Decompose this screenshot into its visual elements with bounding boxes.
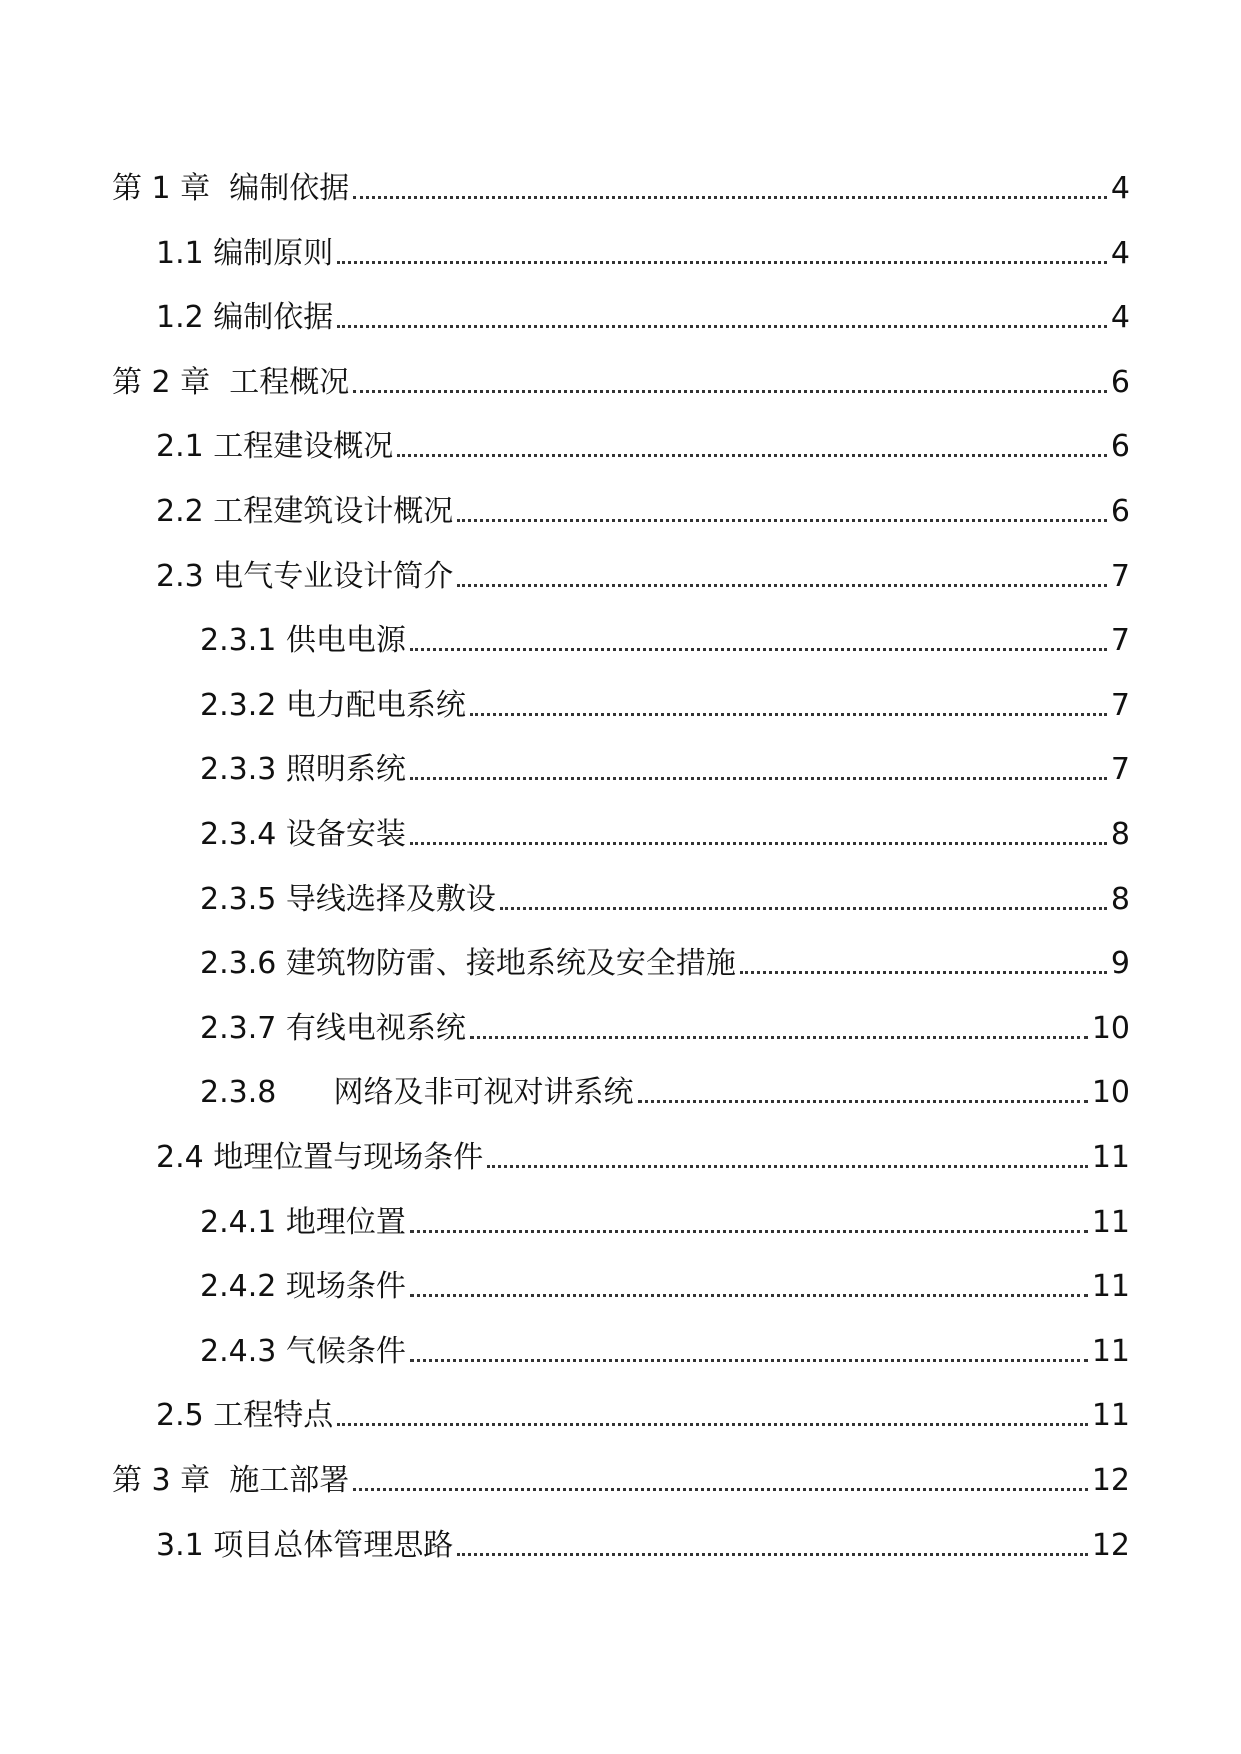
dot-leader	[410, 1359, 1088, 1362]
dot-leader	[337, 261, 1107, 264]
toc-entry[interactable]	[112, 160, 1130, 204]
toc-entry-page-number: 11	[1091, 1333, 1130, 1369]
toc-entry[interactable]	[200, 1000, 1130, 1044]
toc-entry-title: 2.3.2 电力配电系统	[200, 687, 466, 723]
dot-leader	[353, 1488, 1088, 1491]
toc-entry-title: 2.3.8 网络及非可视对讲系统	[200, 1075, 634, 1111]
toc-entry[interactable]	[200, 612, 1130, 659]
dot-leader	[500, 907, 1107, 910]
dot-leader	[457, 519, 1107, 522]
toc-entry-page-number: 4	[1110, 235, 1130, 271]
toc-entry-title: 第 2 章 工程概况	[112, 364, 350, 400]
toc-entry-page-number: 7	[1110, 687, 1130, 723]
toc-entry-page-number: 6	[1110, 429, 1130, 465]
toc-entry-title: 2.3.1 供电电源	[200, 623, 406, 659]
dot-leader	[410, 842, 1107, 845]
dot-leader	[410, 1294, 1088, 1297]
dot-leader	[638, 1100, 1088, 1103]
toc-entry[interactable]	[156, 548, 1130, 592]
toc-entry-title: 2.3 电气专业设计简介	[156, 558, 454, 594]
toc-entry[interactable]	[156, 289, 1130, 336]
dot-leader	[410, 1230, 1088, 1233]
dot-leader	[487, 1165, 1088, 1168]
toc-entry[interactable]	[200, 806, 1130, 850]
toc-entry-title: 3.1 项目总体管理思路	[156, 1527, 454, 1563]
toc-entry-page-number: 11	[1091, 1140, 1130, 1175]
toc-entry-title: 2.3.4 设备安装	[200, 817, 406, 852]
dot-leader	[397, 454, 1107, 457]
toc-entry-page-number: 12	[1091, 1463, 1130, 1498]
dot-leader	[353, 390, 1107, 393]
toc-entry-page-number: 8	[1110, 817, 1130, 852]
dot-leader	[337, 325, 1107, 328]
toc-entry-title: 2.2 工程建筑设计概况	[156, 494, 454, 529]
toc-entry-title: 2.4.1 地理位置	[200, 1204, 406, 1240]
toc-entry-page-number: 4	[1110, 171, 1130, 206]
toc-entry-page-number: 12	[1091, 1527, 1130, 1563]
dot-leader	[410, 648, 1107, 651]
dot-leader	[470, 1036, 1088, 1039]
toc-entry-title: 2.3.7 有线电视系统	[200, 1010, 466, 1046]
toc-entry[interactable]	[156, 483, 1130, 527]
dot-leader	[457, 1553, 1088, 1556]
dot-leader	[353, 196, 1107, 199]
toc-entry-title: 2.4 地理位置与现场条件	[156, 1140, 484, 1175]
toc-entry-title: 第 3 章 施工部署	[112, 1463, 350, 1498]
dot-leader	[740, 971, 1107, 974]
toc-entry-page-number: 10	[1091, 1010, 1130, 1046]
toc-entry-title: 2.1 工程建设概况	[156, 429, 394, 465]
toc-entry[interactable]	[112, 1452, 1130, 1496]
toc-entry-page-number: 6	[1110, 494, 1130, 529]
toc-entry-title: 1.2 编制依据	[156, 300, 334, 336]
toc-entry-page-number: 8	[1110, 881, 1130, 917]
toc-entry-page-number: 7	[1110, 623, 1130, 659]
toc-entry-page-number: 11	[1091, 1269, 1130, 1305]
toc-entry[interactable]	[156, 418, 1130, 465]
dot-leader	[337, 1423, 1088, 1426]
toc-entry-page-number: 7	[1110, 752, 1130, 788]
toc-entry-page-number: 9	[1110, 946, 1130, 982]
toc-entry[interactable]	[200, 1194, 1130, 1238]
toc-entry[interactable]	[156, 1129, 1130, 1173]
toc-entry-page-number: 11	[1091, 1398, 1130, 1434]
toc-entry[interactable]	[200, 871, 1130, 915]
dot-leader	[457, 584, 1107, 587]
toc-entry[interactable]	[200, 1064, 1130, 1111]
dot-leader	[410, 777, 1107, 780]
toc-entry[interactable]	[112, 354, 1130, 398]
toc-entry[interactable]	[156, 1517, 1130, 1561]
toc-entry-title: 2.5 工程特点	[156, 1398, 334, 1434]
toc-entry-title: 2.3.3 照明系统	[200, 752, 406, 788]
dot-leader	[470, 713, 1107, 716]
toc-entry-page-number: 10	[1091, 1075, 1130, 1111]
toc-entry-title: 2.4.3 气候条件	[200, 1333, 406, 1369]
toc-entry[interactable]	[156, 1387, 1130, 1434]
toc-entry-page-number: 6	[1110, 364, 1130, 400]
toc-entry[interactable]	[200, 935, 1130, 982]
toc-entry-title: 2.3.6 建筑物防雷、接地系统及安全措施	[200, 946, 736, 982]
toc-entry[interactable]	[200, 1323, 1130, 1367]
toc-entry-page-number: 4	[1110, 300, 1130, 336]
toc-entry-title: 第 1 章 编制依据	[112, 171, 350, 206]
toc-entry-title: 2.4.2 现场条件	[200, 1269, 406, 1305]
toc-entry[interactable]	[200, 1258, 1130, 1305]
toc-entry[interactable]	[156, 225, 1130, 269]
toc-entry-title: 1.1 编制原则	[156, 235, 334, 271]
toc-entry[interactable]	[200, 677, 1130, 721]
toc-entry-page-number: 11	[1091, 1204, 1130, 1240]
toc-entry-title: 2.3.5 导线选择及敷设	[200, 881, 496, 917]
toc-entry[interactable]	[200, 741, 1130, 788]
toc-entry-page-number: 7	[1110, 558, 1130, 594]
